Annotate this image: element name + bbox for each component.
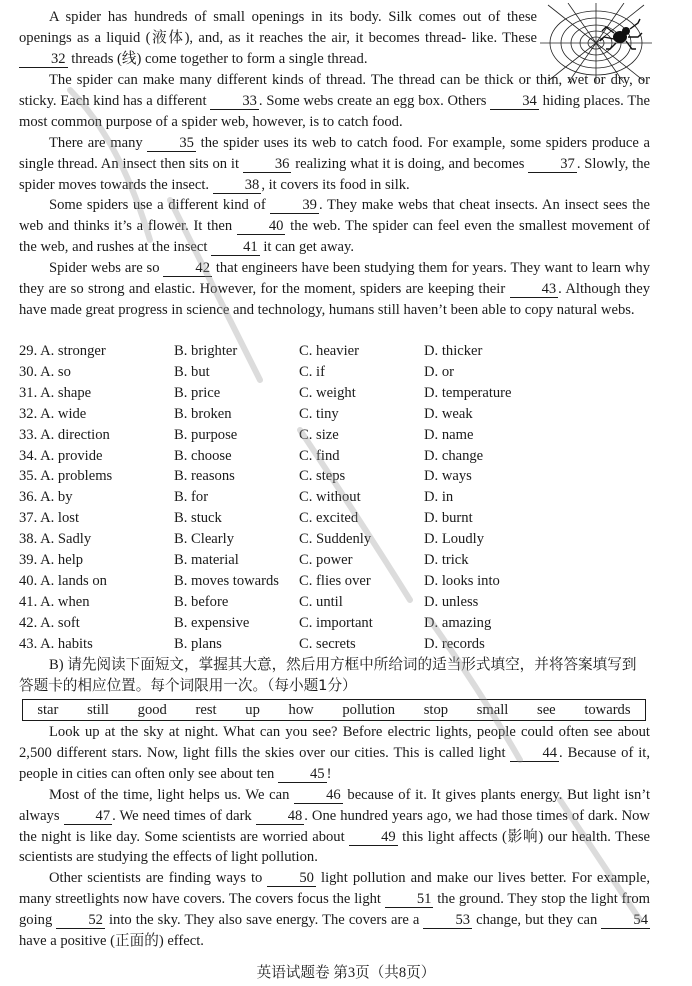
question-row — [19, 529, 584, 550]
blank-35: 35 — [147, 136, 196, 152]
passage-b-body — [19, 722, 650, 952]
option-c: C. tiny — [299, 405, 339, 422]
question-row — [19, 613, 584, 634]
passage-b-paragraph-1: Look up at the sky at night. What can you see? Before electric lights, people could often see about 2,500 different stars. Now, light fills the skies over our cities. This is called light 44 . Because of it, people in cities can often only see about ten 45 ! — [19, 724, 650, 782]
option-c: C. weight — [299, 384, 356, 401]
option-b: B. plans — [174, 635, 222, 652]
question-row — [19, 425, 584, 446]
option-d: D. Loudly — [424, 531, 484, 548]
option-b: B. brighter — [174, 343, 238, 359]
option-b: B. price — [174, 384, 221, 401]
option-a: 32. A. wide — [19, 405, 87, 422]
word-box-item: see — [537, 701, 556, 718]
option-c: C. steps — [299, 468, 346, 485]
option-b: B. material — [174, 552, 239, 569]
options-table — [19, 341, 584, 655]
passage-a-paragraph-1: A spider has hundreds of small openings in its body. Silk comes out of these openings as a liquid (液体), and, as it reaches the air, it becomes thread- like. These 32 threads (线) come together to form a single thread. — [19, 9, 537, 67]
option-b: B. but — [174, 363, 210, 380]
option-c: C. find — [299, 447, 340, 464]
option-c: C. important — [299, 614, 373, 631]
passage-a-paragraph-3: There are many 35 the spider uses its web to catch food. For example, some spiders produce a single thread. An insect then sits on it 36 realizing what it is doing, and becomes 37 . Slowly, the spider moves towards the insect. 38 , it covers its food in silk. — [19, 134, 651, 193]
blank-42: 42 — [163, 261, 212, 277]
question-row — [19, 446, 584, 467]
option-c: C. size — [299, 426, 339, 443]
option-a: 43. A. habits — [19, 635, 93, 652]
word-box-item: small — [476, 701, 509, 718]
blank-51: 51 — [385, 892, 434, 908]
question-row — [19, 550, 584, 571]
blank-32: 32 — [19, 52, 68, 68]
question-row — [19, 341, 584, 362]
option-d: D. trick — [424, 552, 469, 569]
option-c: C. flies over — [299, 572, 371, 589]
blank-40: 40 — [237, 219, 286, 235]
option-b: B. Clearly — [174, 531, 234, 548]
blank-33: 33 — [210, 94, 259, 110]
option-d: D. name — [424, 426, 474, 443]
blank-41: 41 — [211, 240, 260, 256]
word-box — [22, 699, 646, 721]
option-b: B. broken — [174, 405, 232, 422]
word-box-item: how — [288, 701, 314, 718]
word-box-item: up — [245, 701, 260, 718]
blank-54: 54 — [601, 913, 650, 929]
blank-45: 45 — [278, 767, 327, 783]
option-a: 39. A. help — [19, 552, 84, 569]
question-row — [19, 362, 584, 383]
question-row — [19, 487, 584, 508]
option-d: D. burnt — [424, 510, 473, 527]
option-b: B. moves towards — [174, 572, 279, 589]
word-box-item: still — [87, 701, 109, 718]
option-b: B. stuck — [174, 510, 222, 527]
word-box-item: rest — [195, 701, 217, 718]
section-b-instruction: B) 请先阅读下面短文，掌握其大意，然后用方框中所给词的适当形式填空，并将答案填写到答题卡的相应位置。每个词限用一次。（每小题1分） — [19, 656, 637, 694]
question-row — [19, 592, 584, 613]
blank-47: 47 — [64, 809, 113, 825]
option-a: 40. A. lands on — [19, 572, 107, 589]
passage-a-paragraph-2: The spider can make many different kinds of thread. The thread can be thick or thin, wet or dry, or sticky. Each kind has a different 33 . Some webs create an egg box. Others 34 hiding places. The most common purpose of a spider web, however, is to catch food. — [19, 72, 651, 130]
passage-a-paragraph-5: Spider webs are so 42 that engineers have been studying them for years. They want to learn why they are so strong and elastic. However, for the moment, spiders are keeping their 43 . Although they have made great progress in science and technology, humans still haven’t been able to copy natural webs. — [19, 260, 650, 318]
option-a: 38. A. Sadly — [19, 531, 92, 548]
option-a: 31. A. shape — [19, 384, 92, 401]
passage-b-paragraph-2: Most of the time, light helps us. We can 46 because of it. It gives plants energy. But light isn’t always 47 . We need times of dark 48 . One hundred years ago, we had those times of dark. Now the night is like day. Some scientists are worried about 49 this light affects (影响) our health. These scientists are studying the effects of light pollution. — [19, 786, 650, 866]
option-c: C. excited — [299, 510, 359, 527]
option-a: 42. A. soft — [19, 614, 80, 631]
blank-52: 52 — [56, 913, 105, 929]
option-a: 37. A. lost — [19, 510, 80, 527]
option-b: B. expensive — [174, 614, 250, 631]
blank-48: 48 — [256, 809, 305, 825]
blank-44: 44 — [510, 746, 559, 762]
blank-36: 36 — [243, 157, 292, 173]
option-d: D. or — [424, 363, 454, 380]
option-b: B. before — [174, 593, 229, 610]
option-d: D. unless — [424, 593, 479, 610]
blank-34: 34 — [490, 94, 539, 110]
blank-49: 49 — [349, 830, 398, 846]
option-a: 29. A. stronger — [19, 343, 106, 359]
option-a: 41. A. when — [19, 593, 90, 610]
option-a: 30. A. so — [19, 363, 71, 380]
passage-a-body — [19, 70, 650, 321]
option-c: C. heavier — [299, 343, 359, 359]
option-a: 33. A. direction — [19, 426, 110, 443]
option-b: B. purpose — [174, 426, 238, 443]
word-box-item: good — [137, 701, 167, 718]
question-row — [19, 634, 584, 655]
option-c: C. power — [299, 552, 353, 569]
option-a: 35. A. problems — [19, 468, 113, 485]
option-c: C. until — [299, 593, 343, 610]
question-row — [19, 466, 584, 487]
option-d: D. records — [424, 635, 485, 652]
option-b: B. for — [174, 489, 209, 506]
question-row — [19, 383, 584, 404]
word-box-item: stop — [423, 701, 449, 718]
option-c: C. without — [299, 489, 361, 506]
option-d: D. amazing — [424, 614, 492, 631]
word-box-item: pollution — [342, 701, 396, 718]
option-c: C. secrets — [299, 635, 356, 652]
word-box-item: towards — [584, 701, 631, 718]
option-b: B. choose — [174, 447, 232, 464]
option-d: D. looks into — [424, 572, 500, 589]
option-d: D. in — [424, 489, 454, 506]
option-d: D. thicker — [424, 343, 483, 359]
blank-46: 46 — [294, 788, 343, 804]
blank-38: 38 — [213, 178, 262, 194]
blank-43: 43 — [510, 282, 559, 298]
option-c: C. if — [299, 363, 325, 380]
question-row — [19, 508, 584, 529]
option-d: D. weak — [424, 405, 473, 422]
blank-53: 53 — [423, 913, 472, 929]
option-a: 36. A. by — [19, 489, 73, 506]
option-c: C. Suddenly — [299, 531, 372, 548]
question-row — [19, 571, 584, 592]
option-d: D. ways — [424, 468, 472, 485]
option-d: D. temperature — [424, 384, 512, 401]
option-b: B. reasons — [174, 468, 235, 485]
passage-a-paragraph-4: Some spiders use a different kind of 39 . They make webs that cheat insects. An insect sees the web and thinks it’s a flower. It then 40 the web. The spider can feel even the smallest movement of the web, and rushes at the insect 41 it can get away. — [19, 197, 650, 256]
page-footer: 英语试题卷 第3页（共8页） — [256, 965, 436, 981]
option-d: D. change — [424, 447, 484, 464]
word-box-item: star — [37, 701, 59, 718]
passage-b-paragraph-3: Other scientists are finding ways to 50 light pollution and make our lives better. For example, many streetlights now have covers. The covers focus the light 51 the ground. They stop the light from going 52 into the sky. They also save energy. The covers are a 53 change, but they can 54 have a positive (正面的) effect. — [19, 870, 651, 950]
option-a: 34. A. provide — [19, 447, 103, 464]
question-row — [19, 404, 584, 425]
blank-37: 37 — [528, 157, 577, 173]
blank-39: 39 — [270, 198, 319, 214]
blank-50: 50 — [267, 871, 316, 887]
